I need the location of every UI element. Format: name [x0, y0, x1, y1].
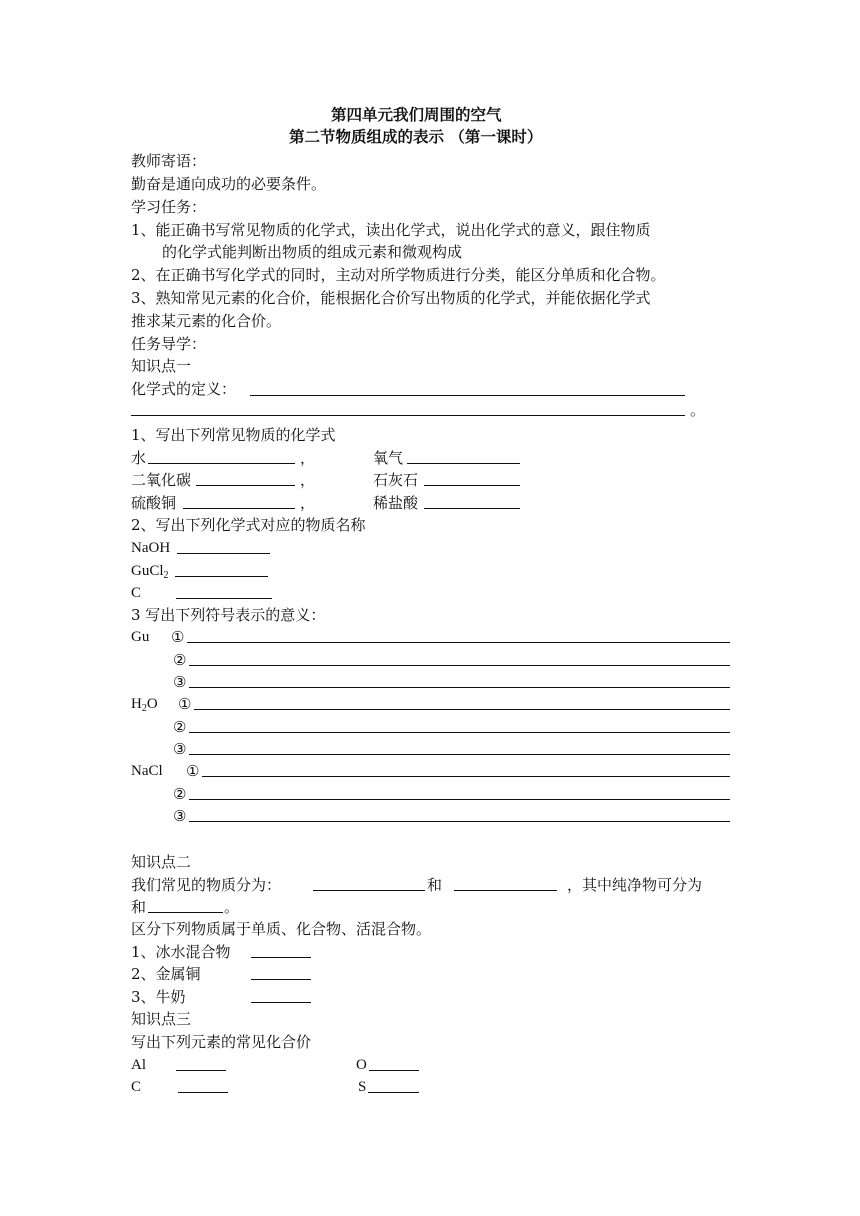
h2o-blank-2[interactable]	[189, 732, 730, 733]
al-label: Al	[131, 1057, 146, 1073]
o-blank[interactable]	[369, 1070, 419, 1071]
guide-label: 任务导学：	[131, 335, 207, 353]
al-blank[interactable]	[176, 1070, 226, 1071]
c-valence-blank[interactable]	[178, 1092, 228, 1093]
gu-marker-3: ③	[173, 673, 187, 691]
oxygen-blank[interactable]	[407, 463, 520, 464]
unit-title: 第四单元我们周围的空气	[331, 105, 502, 124]
teacher-message: 勤奋是通向成功的必要条件。	[131, 175, 327, 193]
pure-substance-text: ，其中纯净物可分为	[567, 876, 703, 894]
class-blank-3[interactable]	[148, 912, 223, 913]
task-1-cont: 的化学式能判断出物质的组成元素和微观构成	[162, 243, 463, 261]
c-blank[interactable]	[176, 598, 272, 599]
gu-marker-1: ①	[171, 628, 185, 646]
gucl2-blank[interactable]	[175, 576, 268, 577]
task-1: 1、能正确书写常见物质的化学式，读出化学式，说出化学式的意义，跟住物质	[131, 221, 651, 239]
naoh-label: NaOH	[131, 540, 171, 556]
gu-blank-2[interactable]	[189, 665, 730, 666]
nacl-label: NaCl	[131, 763, 163, 779]
teacher-label: 教师寄语：	[131, 152, 207, 170]
h2o-blank-1[interactable]	[194, 709, 730, 710]
c-valence-label: C	[131, 1079, 142, 1095]
kp2-heading: 知识点二	[131, 853, 192, 871]
and-text-2: 和	[131, 898, 147, 916]
gu-label: Gu	[131, 629, 150, 645]
limestone-blank[interactable]	[424, 485, 520, 486]
item-2-blank[interactable]	[251, 979, 311, 980]
water-blank[interactable]	[148, 463, 295, 464]
water-label: 水	[131, 449, 147, 467]
task-3-cont: 推求某元素的化合价。	[131, 312, 282, 330]
nacl-blank-1[interactable]	[202, 776, 730, 777]
s-blank[interactable]	[368, 1092, 419, 1093]
comma: ，	[300, 471, 316, 489]
h2o-label: $H_2O$	[131, 696, 158, 714]
comma: ，	[300, 449, 316, 467]
kp1-heading: 知识点一	[131, 357, 192, 375]
nacl-blank-3[interactable]	[189, 821, 730, 822]
h2o-marker-2: ②	[173, 718, 187, 736]
co2-label: 二氧化碳	[131, 471, 192, 489]
item-1: 1、冰水混合物	[131, 943, 231, 961]
question-1: 1、写出下列常见物质的化学式	[131, 426, 336, 444]
distinguish-instruction: 区分下列物质属于单质、化合物、活混合物。	[131, 920, 432, 938]
nacl-marker-1: ①	[186, 762, 200, 780]
task-3: 3、熟知常见元素的化合价，能根据化合价写出物质的化学式，并能依据化学式	[131, 289, 651, 307]
gu-blank-3[interactable]	[189, 687, 730, 688]
line-end: 。	[224, 898, 240, 916]
definition-period: 。	[690, 401, 706, 419]
gu-blank-1[interactable]	[187, 642, 730, 643]
h2o-marker-3: ③	[173, 740, 187, 758]
valence-instruction: 写出下列元素的常见化合价	[131, 1033, 312, 1051]
question-3: 3 写出下列符号表示的意义：	[131, 606, 326, 624]
s-label: S	[358, 1079, 367, 1095]
naoh-blank[interactable]	[177, 553, 270, 554]
and-text: 和	[427, 876, 443, 894]
gucl2-label: GuCl$_2$	[131, 563, 169, 581]
classification-text: 我们常见的物质分为：	[131, 876, 282, 894]
tasks-label: 学习任务：	[131, 198, 207, 216]
item-2: 2、金属铜	[131, 965, 201, 983]
cuso4-blank[interactable]	[183, 508, 295, 509]
nacl-marker-2: ②	[173, 785, 187, 803]
o-label: O	[356, 1057, 367, 1073]
definition-blank-2[interactable]	[131, 415, 685, 416]
comma: ，	[300, 494, 316, 512]
kp3-heading: 知识点三	[131, 1010, 192, 1028]
oxygen-label: 氧气	[373, 449, 404, 467]
class-blank-2[interactable]	[454, 890, 557, 891]
c-label: C	[131, 585, 142, 601]
section-title: 第二节物质组成的表示 （第一课时）	[289, 127, 543, 146]
question-2: 2、写出下列化学式对应的物质名称	[131, 516, 366, 534]
hcl-label: 稀盐酸	[373, 494, 419, 512]
definition-blank-1[interactable]	[250, 395, 685, 396]
item-1-blank[interactable]	[251, 957, 311, 958]
class-blank-1[interactable]	[313, 890, 425, 891]
definition-label: 化学式的定义：	[131, 380, 237, 398]
limestone-label: 石灰石	[373, 471, 419, 489]
nacl-blank-2[interactable]	[189, 799, 730, 800]
cuso4-label: 硫酸铜	[131, 494, 177, 512]
item-3-blank[interactable]	[251, 1002, 311, 1003]
item-3: 3、牛奶	[131, 988, 186, 1006]
hcl-blank[interactable]	[424, 508, 520, 509]
h2o-marker-1: ①	[178, 695, 192, 713]
h2o-blank-3[interactable]	[189, 754, 730, 755]
nacl-marker-3: ③	[173, 807, 187, 825]
co2-blank[interactable]	[196, 485, 295, 486]
task-2: 2、在正确书写化学式的同时，主动对所学物质进行分类，能区分单质和化合物。	[131, 266, 666, 284]
gu-marker-2: ②	[173, 651, 187, 669]
